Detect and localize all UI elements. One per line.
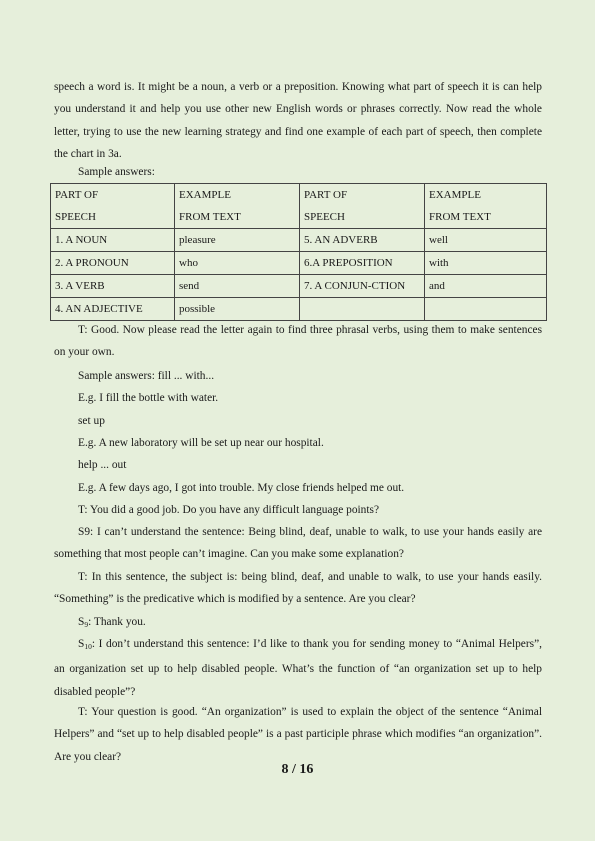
student-9-question: S9: I can’t understand the sentence: Being blind, deaf, unable to walk, to use your hands easily are something that most people can’t imagine. Can you make some explanation?	[54, 526, 542, 561]
table-header-cell: EXAMPLE FROM TEXT	[425, 184, 547, 229]
table-cell	[300, 298, 425, 321]
table-row	[51, 298, 547, 321]
table-cell: 2. A PRONOUN	[51, 252, 175, 275]
example-sentence-2: E.g. A new laboratory will be set up near our hospital.	[78, 437, 324, 449]
student-9-thanks: $S_9$: Thank you.	[78, 616, 146, 629]
table-cell: 1. A NOUN	[51, 229, 175, 252]
table-cell: with	[425, 252, 547, 275]
teacher-explanation-1: T: In this sentence, the subject is: being blind, deaf, and unable to walk, to use your hands easily. “Something” is the predicative which is modified by a sentence. Are you clear?	[54, 571, 542, 606]
table-cell: 7. A CONJUN-CTION	[300, 275, 425, 298]
table-cell: who	[175, 252, 300, 275]
sample-answers-phrasal: Sample answers: fill ... with...	[78, 370, 215, 382]
intro-paragraph: speech a word is. It might be a noun, a verb or a preposition. Knowing what part of speech it is can help you understand it and help you use other new English words or phrases correctly. Now read the whole letter, trying to use the new learning strategy and find one example of each part of speech, then complete the chart in 3a.	[54, 81, 542, 161]
teacher-language-points: T: You did a good job. Do you have any difficult language points?	[78, 504, 380, 516]
table-row	[51, 275, 547, 298]
table-row	[51, 229, 547, 252]
teacher-phrasal-verbs: T: Good. Now please read the letter again to find three phrasal verbs, using them to make sentences on your own.	[54, 324, 542, 359]
page-number: 8 / 16	[281, 762, 314, 777]
table-header-cell: EXAMPLE FROM TEXT	[175, 184, 300, 229]
student-10-question: $S_{10}$: I don’t understand this sentence: I’d like to thank you for sending money to “Animal Helpers”, an organization set up to help disabled people. What’s the function of “an organization set up to help disabled people”?	[54, 638, 542, 698]
teacher-explanation-2: T: Your question is good. “An organization” is used to explain the object of the sentence “Animal Helpers” and “set up to help disabled people” is a past participle phrase which modifies “an organization”. Are you clear?	[54, 706, 542, 763]
parts-of-speech-table	[50, 183, 547, 321]
table-header-cell: PART OF SPEECH	[51, 184, 175, 229]
example-sentence-3: E.g. A few days ago, I got into trouble. My close friends helped me out.	[78, 482, 405, 494]
table-header-cell: PART OF SPEECH	[300, 184, 425, 229]
phrase-help-out: help ... out	[78, 459, 127, 471]
table-cell: 3. A VERB	[51, 275, 175, 298]
table-header-row	[51, 184, 547, 229]
table-cell: possible	[175, 298, 300, 321]
table-cell: send	[175, 275, 300, 298]
table-cell: pleasure	[175, 229, 300, 252]
table-cell: 4. AN ADJECTIVE	[51, 298, 175, 321]
example-sentence-1: E.g. I fill the bottle with water.	[78, 392, 219, 404]
table-cell: and	[425, 275, 547, 298]
table-cell: 5. AN ADVERB	[300, 229, 425, 252]
table-cell: 6.A PREPOSITION	[300, 252, 425, 275]
table-cell: well	[425, 229, 547, 252]
table-cell	[425, 298, 547, 321]
phrase-set-up: set up	[78, 415, 105, 427]
table-row	[51, 252, 547, 275]
sample-answers-label: Sample answers:	[78, 166, 155, 178]
